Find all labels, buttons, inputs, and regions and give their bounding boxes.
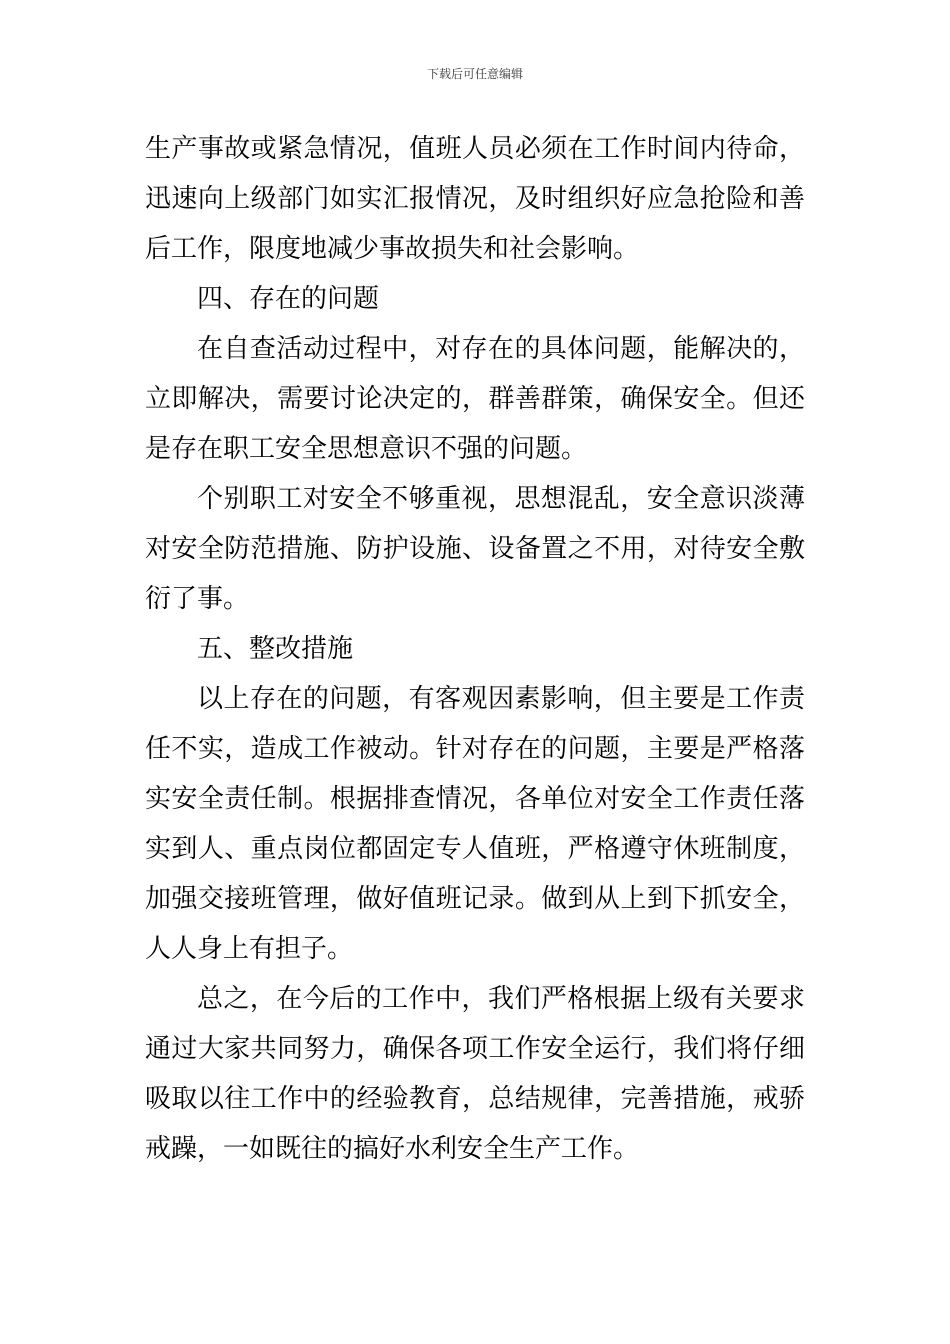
text-line: 对安全防范措施、防护设施、设备置之不用，对待安全敷	[145, 534, 805, 564]
paragraph	[145, 674, 805, 974]
text-line: 以上存在的问题，有客观因素影响，但主要是工作责	[197, 684, 805, 714]
paragraph	[145, 124, 805, 274]
text-line: 迅速向上级部门如实汇报情况，及时组织好应急抢险和善	[145, 184, 805, 214]
text-line: 四、存在的问题	[197, 284, 380, 314]
text-line: 实到人、重点岗位都固定专人值班，严格遵守休班制度，	[145, 834, 805, 864]
text-line: 五、整改措施	[197, 634, 354, 664]
text-line: 人人身上有担子。	[145, 934, 354, 964]
paragraph	[145, 474, 805, 624]
text-line: 是存在职工安全思想意识不强的问题。	[145, 434, 588, 464]
text-line: 实安全责任制。根据排查情况，各单位对安全工作责任落	[145, 784, 805, 814]
document-body	[145, 124, 805, 1174]
text-line: 个别职工对安全不够重视，思想混乱，安全意识淡薄	[197, 484, 805, 514]
text-line: 加强交接班管理，做好值班记录。做到从上到下抓安全，	[145, 884, 805, 914]
text-line: 通过大家共同努力，确保各项工作安全运行，我们将仔细	[145, 1034, 805, 1064]
text-line: 任不实，造成工作被动。针对存在的问题，主要是严格落	[145, 734, 805, 764]
text-line: 后工作，限度地减少事故损失和社会影响。	[145, 234, 640, 264]
text-line: 生产事故或紧急情况，值班人员必须在工作时间内待命，	[145, 134, 805, 164]
paragraph	[145, 974, 805, 1174]
text-line: 衍了事。	[145, 584, 250, 614]
section-heading	[145, 274, 805, 324]
page-header: 下载后可任意编辑	[426, 67, 523, 81]
text-line: 在自查活动过程中，对存在的具体问题，能解决的，	[197, 334, 805, 364]
text-line: 戒躁，一如既往的搞好水利安全生产工作。	[145, 1134, 640, 1164]
text-line: 总之，在今后的工作中，我们严格根据上级有关要求	[197, 984, 805, 1014]
text-line: 立即解决，需要讨论决定的，群善群策，确保安全。但还	[145, 384, 805, 414]
paragraph	[145, 324, 805, 474]
text-line: 吸取以往工作中的经验教育，总结规律，完善措施，戒骄	[145, 1084, 805, 1114]
section-heading	[145, 624, 805, 674]
